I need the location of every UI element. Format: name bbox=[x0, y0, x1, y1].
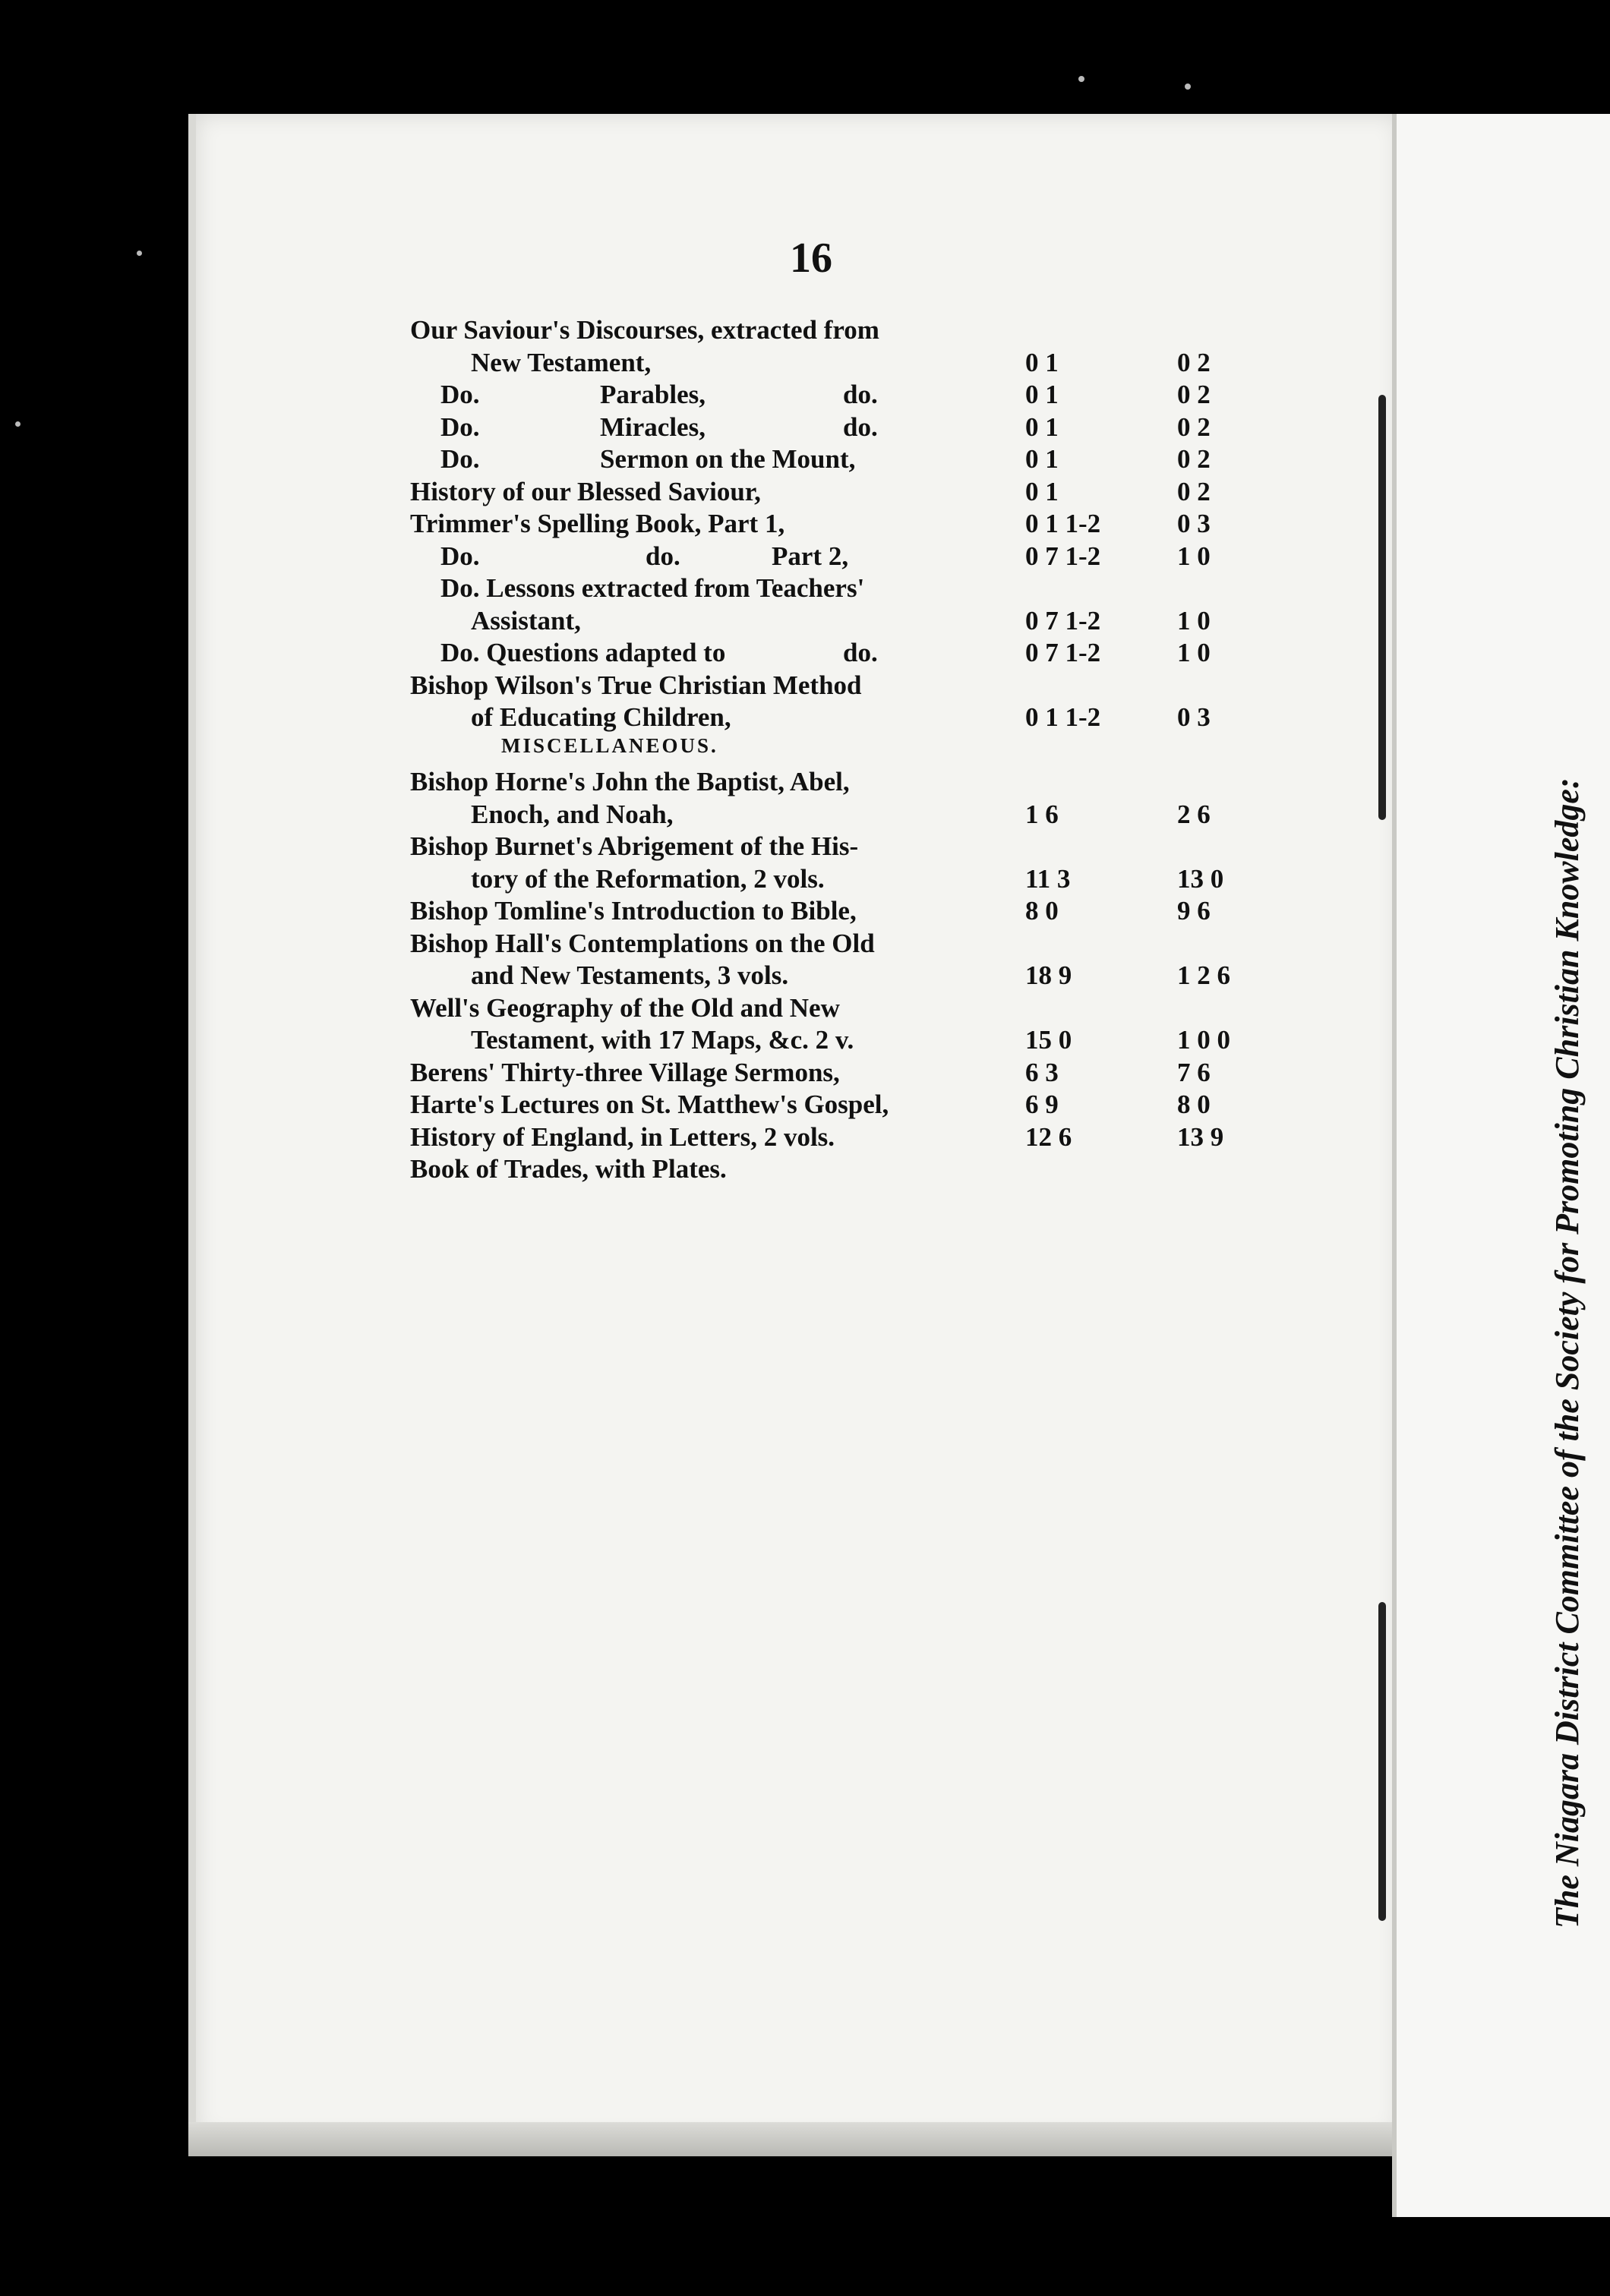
list-item bbox=[410, 541, 1321, 573]
price-first: 0 7 1-2 bbox=[1025, 541, 1101, 571]
spine-title: The Niagara District Committee of the Society for Promoting Christian Knowledge: bbox=[1548, 777, 1586, 1929]
item-title: Assistant, bbox=[471, 605, 581, 636]
list-item bbox=[410, 443, 1321, 476]
price-second: 1 0 bbox=[1177, 605, 1211, 636]
price-second: 8 0 bbox=[1177, 1090, 1211, 1119]
list-item bbox=[410, 1153, 1321, 1186]
price-first: 12 6 bbox=[1025, 1121, 1072, 1152]
price-first: 18 9 bbox=[1025, 960, 1072, 990]
list-item bbox=[410, 670, 1321, 702]
price-first: 0 1 bbox=[1025, 476, 1059, 506]
item-title: do. bbox=[843, 412, 878, 442]
price-second: 0 3 bbox=[1177, 509, 1211, 538]
binding-rule-top bbox=[1378, 395, 1386, 820]
list-item bbox=[410, 1121, 1321, 1154]
item-title: Testament, with 17 Maps, &c. 2 v. bbox=[471, 1025, 854, 1055]
item-title: of Educating Children, bbox=[471, 702, 731, 732]
item-title: Our Saviour's Discourses, extracted from bbox=[410, 315, 879, 345]
speck bbox=[1185, 84, 1191, 90]
price-second: 0 2 bbox=[1177, 412, 1211, 442]
item-title: Miracles, bbox=[600, 412, 706, 442]
list-item bbox=[410, 476, 1321, 509]
price-second: 0 2 bbox=[1177, 476, 1211, 506]
price-first: 1 6 bbox=[1025, 799, 1059, 829]
item-title: tory of the Reformation, 2 vols. bbox=[471, 863, 825, 894]
item-title: Bishop Hall's Contemplations on the Old bbox=[410, 928, 875, 958]
item-title: Do. bbox=[440, 541, 480, 571]
price-second: 9 6 bbox=[1177, 896, 1211, 926]
item-title: Do. bbox=[440, 412, 480, 442]
item-title: Do. Questions adapted to bbox=[440, 638, 726, 667]
list-item bbox=[410, 605, 1321, 638]
binding-rule-bottom bbox=[1378, 1602, 1386, 1921]
list-item bbox=[410, 831, 1321, 863]
list-item bbox=[410, 379, 1321, 412]
list-item bbox=[410, 347, 1321, 380]
price-first: 11 3 bbox=[1025, 863, 1071, 894]
list-item bbox=[410, 314, 1321, 347]
item-title: Book of Trades, with Plates. bbox=[410, 1154, 727, 1184]
list-item bbox=[410, 895, 1321, 928]
price-second: 2 6 bbox=[1177, 799, 1211, 829]
price-second: 0 2 bbox=[1177, 347, 1211, 377]
price-first: 6 3 bbox=[1025, 1057, 1059, 1087]
list-item bbox=[410, 1057, 1321, 1090]
price-second: 0 2 bbox=[1177, 444, 1211, 474]
price-second: 1 0 bbox=[1177, 638, 1211, 667]
price-second: 0 2 bbox=[1177, 380, 1211, 409]
item-title: Bishop Wilson's True Christian Method bbox=[410, 670, 862, 700]
item-title: Parables, bbox=[600, 380, 706, 409]
item-title: Well's Geography of the Old and New bbox=[410, 992, 840, 1023]
price-second: 7 6 bbox=[1177, 1057, 1211, 1087]
section-heading-row bbox=[410, 734, 1321, 767]
price-second: 0 3 bbox=[1177, 702, 1211, 732]
page-bottom-edge bbox=[188, 2122, 1392, 2156]
list-item bbox=[410, 863, 1321, 896]
item-title: Enoch, and Noah, bbox=[471, 799, 674, 829]
item-title: and New Testaments, 3 vols. bbox=[471, 960, 789, 990]
price-first: 6 9 bbox=[1025, 1090, 1059, 1119]
item-title: do. bbox=[843, 638, 878, 667]
item-title: Bishop Tomline's Introduction to Bible, bbox=[410, 896, 857, 926]
price-first: 0 1 1-2 bbox=[1025, 702, 1101, 732]
price-first: 0 1 bbox=[1025, 444, 1059, 474]
item-title: Do. bbox=[440, 444, 480, 474]
price-first: 0 7 1-2 bbox=[1025, 605, 1101, 636]
price-first: 0 1 bbox=[1025, 412, 1059, 442]
item-title: do. bbox=[646, 541, 680, 571]
price-first: 0 1 bbox=[1025, 347, 1059, 377]
price-first: 8 0 bbox=[1025, 896, 1059, 926]
list-item bbox=[410, 572, 1321, 605]
item-title: Berens' Thirty-three Village Sermons, bbox=[410, 1057, 840, 1087]
list-item bbox=[410, 637, 1321, 670]
list-item bbox=[410, 508, 1321, 541]
list-item bbox=[410, 1024, 1321, 1057]
item-title: Sermon on the Mount, bbox=[600, 444, 856, 474]
item-title: Bishop Horne's John the Baptist, Abel, bbox=[410, 767, 850, 796]
page-number: 16 bbox=[790, 235, 832, 282]
list-item bbox=[410, 412, 1321, 444]
section-heading: MISCELLANEOUS. bbox=[501, 733, 718, 757]
speck bbox=[15, 421, 21, 427]
item-title: Harte's Lectures on St. Matthew's Gospel, bbox=[410, 1090, 889, 1119]
price-second: 1 0 0 bbox=[1177, 1025, 1230, 1055]
item-title: do. bbox=[843, 380, 878, 409]
item-title: History of England, in Letters, 2 vols. bbox=[410, 1121, 835, 1152]
list-item bbox=[410, 928, 1321, 960]
item-title: Part 2, bbox=[772, 541, 849, 571]
item-title: Do. bbox=[440, 380, 480, 409]
item-title: History of our Blessed Saviour, bbox=[410, 476, 761, 506]
list-item bbox=[410, 766, 1321, 799]
list-item bbox=[410, 702, 1321, 734]
item-title: Bishop Burnet's Abrigement of the His- bbox=[410, 831, 859, 861]
price-second: 1 0 bbox=[1177, 541, 1211, 571]
speck bbox=[1078, 76, 1084, 82]
price-first: 0 1 1-2 bbox=[1025, 509, 1101, 538]
list-item bbox=[410, 1089, 1321, 1121]
price-first: 15 0 bbox=[1025, 1025, 1072, 1055]
price-second: 13 0 bbox=[1177, 863, 1224, 894]
book-list bbox=[410, 314, 1321, 1186]
price-second: 13 9 bbox=[1177, 1121, 1224, 1152]
price-second: 1 2 6 bbox=[1177, 960, 1230, 990]
item-title: Trimmer's Spelling Book, Part 1, bbox=[410, 509, 785, 538]
price-first: 0 1 bbox=[1025, 380, 1059, 409]
speck bbox=[137, 251, 142, 256]
price-first: 0 7 1-2 bbox=[1025, 638, 1101, 667]
list-item bbox=[410, 992, 1321, 1025]
item-title: New Testament, bbox=[471, 347, 652, 377]
list-item bbox=[410, 960, 1321, 992]
list-item bbox=[410, 799, 1321, 831]
item-title: Do. Lessons extracted from Teachers' bbox=[440, 573, 865, 603]
